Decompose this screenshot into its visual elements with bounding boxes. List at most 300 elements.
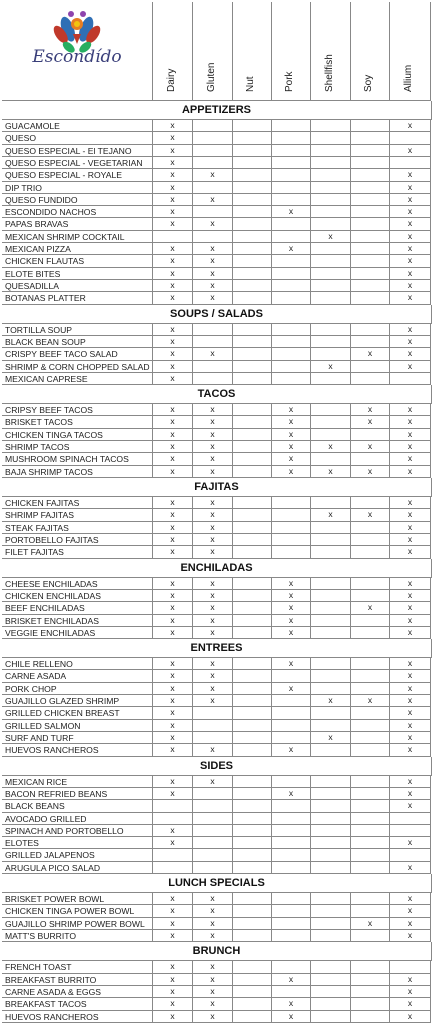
allergen-header-soy: [351, 2, 390, 101]
allergen-cell: [272, 961, 311, 973]
allergen-mark: x: [390, 590, 431, 602]
menu-item-name: HUEVOS RANCHEROS: [2, 1011, 153, 1023]
allergen-cell: [351, 206, 390, 218]
allergen-mark: x: [193, 627, 233, 639]
menu-item-name: TORTILLA SOUP: [2, 324, 153, 336]
allergen-mark: x: [390, 218, 431, 230]
allergen-mark: x: [272, 683, 311, 695]
menu-item-name: HUEVOS RANCHEROS: [2, 744, 153, 756]
allergen-cell: [311, 132, 351, 144]
menu-item-name: CHICKEN FLAUTAS: [2, 255, 153, 267]
allergen-cell: [233, 218, 272, 230]
allergen-cell: [311, 292, 351, 304]
allergen-mark: x: [390, 453, 431, 465]
allergen-cell: [272, 231, 311, 243]
allergen-cell: [153, 862, 193, 874]
allergen-mark: x: [193, 602, 233, 614]
menu-item-name: QUESO: [2, 132, 153, 144]
allergen-mark: x: [153, 825, 193, 837]
allergen-mark: x: [153, 132, 193, 144]
allergen-cell: [233, 800, 272, 812]
allergen-cell: [311, 169, 351, 181]
allergen-mark: x: [193, 280, 233, 292]
allergen-cell: [233, 182, 272, 194]
allergen-cell: [351, 732, 390, 744]
allergen-cell: [351, 497, 390, 509]
allergen-cell: [311, 534, 351, 546]
allergen-mark: x: [272, 404, 311, 416]
allergen-cell: [390, 132, 431, 144]
allergen-cell: [351, 120, 390, 132]
allergen-cell: [233, 615, 272, 627]
allergen-cell: [233, 776, 272, 788]
allergen-header-pork: [272, 2, 311, 101]
allergen-cell: [311, 918, 351, 930]
allergen-mark: x: [153, 602, 193, 614]
allergen-mark: x: [390, 578, 431, 590]
menu-item-name: BREAKFAST BURRITO: [2, 974, 153, 986]
allergen-cell: [272, 695, 311, 707]
allergen-cell: [351, 578, 390, 590]
allergen-mark: x: [351, 416, 390, 428]
allergen-cell: [272, 169, 311, 181]
allergen-mark: x: [390, 497, 431, 509]
allergen-mark: x: [153, 695, 193, 707]
allergen-mark: x: [193, 590, 233, 602]
allergen-mark: x: [390, 169, 431, 181]
allergen-cell: [272, 280, 311, 292]
menu-item-name: CRISPY BEEF TACO SALAD: [2, 348, 153, 360]
menu-item-name: ARUGULA PICO SALAD: [2, 862, 153, 874]
allergen-mark: x: [351, 404, 390, 416]
allergen-mark: x: [390, 732, 431, 744]
allergen-mark: x: [193, 615, 233, 627]
allergen-mark: x: [390, 361, 431, 373]
allergen-cell: [311, 998, 351, 1010]
allergen-mark: x: [153, 930, 193, 942]
allergen-cell: [233, 132, 272, 144]
allergen-mark: x: [193, 466, 233, 478]
menu-item-name: PORK CHOP: [2, 683, 153, 695]
allergen-cell: [272, 986, 311, 998]
allergen-mark: x: [272, 602, 311, 614]
allergen-mark: x: [193, 404, 233, 416]
allergen-cell: [311, 145, 351, 157]
allergen-mark: x: [193, 522, 233, 534]
allergen-mark: x: [390, 602, 431, 614]
section-header-tacos: TACOS: [2, 385, 432, 404]
allergen-mark: x: [193, 974, 233, 986]
allergen-mark: x: [193, 292, 233, 304]
allergen-cell: [390, 813, 431, 825]
menu-item-name: BAJA SHRIMP TACOS: [2, 466, 153, 478]
allergen-cell: [351, 849, 390, 861]
allergen-mark: x: [390, 905, 431, 917]
allergen-cell: [311, 1011, 351, 1023]
allergen-cell: [193, 361, 233, 373]
allergen-cell: [351, 930, 390, 942]
allergen-cell: [193, 707, 233, 719]
allergen-mark: x: [153, 268, 193, 280]
allergen-cell: [193, 157, 233, 169]
allergen-cell: [233, 998, 272, 1010]
menu-item-name: CHICKEN TINGA POWER BOWL: [2, 905, 153, 917]
allergen-mark: x: [390, 837, 431, 849]
allergen-cell: [272, 918, 311, 930]
allergen-mark: x: [193, 986, 233, 998]
allergen-cell: [272, 132, 311, 144]
allergen-cell: [233, 707, 272, 719]
allergen-mark: x: [153, 336, 193, 348]
allergen-cell: [233, 961, 272, 973]
allergen-cell: [351, 336, 390, 348]
allergen-cell: [351, 255, 390, 267]
allergen-cell: [311, 670, 351, 682]
allergen-cell: [311, 194, 351, 206]
allergen-cell: [193, 732, 233, 744]
allergen-cell: [272, 905, 311, 917]
menu-item-name: MEXICAN PIZZA: [2, 243, 153, 255]
allergen-mark: x: [390, 243, 431, 255]
allergen-mark: x: [311, 732, 351, 744]
allergen-mark: x: [153, 120, 193, 132]
allergen-cell: [311, 905, 351, 917]
allergen-mark: x: [272, 998, 311, 1010]
allergen-mark: x: [193, 218, 233, 230]
allergen-mark: x: [153, 194, 193, 206]
allergen-cell: [233, 292, 272, 304]
allergen-mark: x: [153, 416, 193, 428]
allergen-cell: [351, 373, 390, 385]
allergen-cell: [272, 336, 311, 348]
allergen-mark: x: [390, 918, 431, 930]
allergen-mark: x: [193, 255, 233, 267]
allergen-mark: x: [153, 429, 193, 441]
allergen-mark: x: [390, 194, 431, 206]
allergen-cell: [311, 120, 351, 132]
allergen-header-allium: [390, 2, 431, 101]
allergen-cell: [272, 893, 311, 905]
allergen-cell: [351, 670, 390, 682]
allergen-cell: [272, 157, 311, 169]
allergen-cell: [233, 453, 272, 465]
allergen-cell: [233, 720, 272, 732]
allergen-cell: [233, 466, 272, 478]
allergen-cell: [272, 292, 311, 304]
allergen-cell: [233, 788, 272, 800]
allergen-cell: [153, 813, 193, 825]
allergen-mark: x: [153, 348, 193, 360]
allergen-mark: x: [153, 670, 193, 682]
allergen-cell: [272, 522, 311, 534]
menu-item-name: ESCONDIDO NACHOS: [2, 206, 153, 218]
allergen-cell: [233, 974, 272, 986]
allergen-mark: x: [153, 578, 193, 590]
allergen-cell: [351, 590, 390, 602]
allergen-mark: x: [153, 324, 193, 336]
allergen-mark: x: [153, 206, 193, 218]
allergen-mark: x: [193, 776, 233, 788]
allergen-mark: x: [153, 918, 193, 930]
menu-item-name: SHRIMP & CORN CHOPPED SALAD: [2, 361, 153, 373]
allergen-cell: [233, 231, 272, 243]
menu-item-name: BACON REFRIED BEANS: [2, 788, 153, 800]
allergen-cell: [351, 268, 390, 280]
menu-item-name: ELOTE BITES: [2, 268, 153, 280]
allergen-mark: x: [390, 336, 431, 348]
allergen-mark: x: [153, 373, 193, 385]
allergen-cell: [272, 194, 311, 206]
menu-item-name: SHRIMP TACOS: [2, 441, 153, 453]
allergen-cell: [193, 813, 233, 825]
allergen-mark: x: [390, 986, 431, 998]
allergen-label: Shellfish: [323, 54, 335, 92]
menu-item-name: VEGGIE ENCHILADAS: [2, 627, 153, 639]
allergen-mark: x: [193, 441, 233, 453]
allergen-cell: [272, 348, 311, 360]
allergen-mark: x: [193, 534, 233, 546]
allergen-mark: x: [272, 615, 311, 627]
allergen-mark: x: [153, 788, 193, 800]
menu-item-name: BRISKET TACOS: [2, 416, 153, 428]
allergen-cell: [311, 522, 351, 534]
allergen-mark: x: [153, 509, 193, 521]
allergen-cell: [351, 825, 390, 837]
allergen-mark: x: [390, 615, 431, 627]
menu-item-name: GUAJILLO SHRIMP POWER BOWL: [2, 918, 153, 930]
allergen-mark: x: [193, 497, 233, 509]
allergen-mark: x: [193, 416, 233, 428]
allergen-mark: x: [390, 546, 431, 558]
allergen-mark: x: [153, 255, 193, 267]
allergen-cell: [311, 336, 351, 348]
allergen-cell: [233, 670, 272, 682]
allergen-mark: x: [193, 905, 233, 917]
allergen-mark: x: [272, 627, 311, 639]
allergen-cell: [351, 905, 390, 917]
allergen-cell: [233, 509, 272, 521]
allergen-mark: x: [193, 918, 233, 930]
allergen-mark: x: [153, 615, 193, 627]
allergen-mark: x: [272, 590, 311, 602]
allergen-mark: x: [351, 441, 390, 453]
allergen-mark: x: [351, 466, 390, 478]
allergen-cell: [233, 825, 272, 837]
allergen-cell: [311, 849, 351, 861]
allergen-cell: [311, 373, 351, 385]
allergen-cell: [193, 132, 233, 144]
menu-item-name: GUACAMOLE: [2, 120, 153, 132]
allergen-cell: [311, 546, 351, 558]
allergen-mark: x: [153, 627, 193, 639]
allergen-mark: x: [390, 509, 431, 521]
allergen-cell: [233, 348, 272, 360]
allergen-mark: x: [153, 218, 193, 230]
allergen-mark: x: [390, 1011, 431, 1023]
allergen-mark: x: [153, 169, 193, 181]
allergen-label: Soy: [363, 74, 374, 92]
allergen-mark: x: [311, 361, 351, 373]
menu-item-name: CRIPSY BEEF TACOS: [2, 404, 153, 416]
allergen-mark: x: [311, 466, 351, 478]
allergen-cell: [233, 658, 272, 670]
allergen-mark: x: [153, 905, 193, 917]
allergen-cell: [351, 862, 390, 874]
allergen-cell: [233, 578, 272, 590]
menu-item-name: MEXICAN RICE: [2, 776, 153, 788]
allergen-cell: [233, 404, 272, 416]
allergen-mark: x: [390, 862, 431, 874]
allergen-mark: x: [153, 961, 193, 973]
allergen-cell: [193, 206, 233, 218]
section-header-sides: SIDES: [2, 757, 432, 776]
allergen-mark: x: [153, 707, 193, 719]
allergen-label: Gluten: [205, 62, 217, 92]
menu-item-name: BEEF ENCHILADAS: [2, 602, 153, 614]
allergen-cell: [311, 813, 351, 825]
allergen-cell: [311, 658, 351, 670]
section-header-brunch: BRUNCH: [2, 942, 432, 961]
allergen-cell: [351, 813, 390, 825]
allergen-cell: [351, 292, 390, 304]
allergen-cell: [233, 268, 272, 280]
menu-item-name: PORTOBELLO FAJITAS: [2, 534, 153, 546]
allergen-mark: x: [272, 206, 311, 218]
allergen-cell: [311, 800, 351, 812]
allergen-cell: [233, 255, 272, 267]
menu-item-name: SURF AND TURF: [2, 732, 153, 744]
allergen-cell: [311, 453, 351, 465]
allergen-cell: [311, 182, 351, 194]
allergen-mark: x: [193, 670, 233, 682]
allergen-mark: x: [153, 157, 193, 169]
allergen-mark: x: [193, 509, 233, 521]
allergen-cell: [351, 800, 390, 812]
allergen-mark: x: [153, 732, 193, 744]
allergen-mark: x: [390, 683, 431, 695]
allergen-cell: [351, 231, 390, 243]
menu-item-name: QUESO ESPECIAL - El TEJANO: [2, 145, 153, 157]
allergen-mark: x: [390, 776, 431, 788]
allergen-mark: x: [153, 837, 193, 849]
allergen-cell: [311, 157, 351, 169]
allergen-cell: [233, 930, 272, 942]
allergen-cell: [351, 788, 390, 800]
allergen-mark: x: [193, 893, 233, 905]
allergen-cell: [233, 280, 272, 292]
allergen-mark: x: [351, 918, 390, 930]
allergen-mark: x: [193, 1011, 233, 1023]
allergen-mark: x: [153, 243, 193, 255]
allergen-cell: [351, 658, 390, 670]
section-header-entrees: ENTREES: [2, 639, 432, 658]
allergen-cell: [390, 849, 431, 861]
allergen-cell: [351, 998, 390, 1010]
section-header-enchiladas: ENCHILADAS: [2, 559, 432, 578]
allergen-mark: x: [390, 695, 431, 707]
allergen-cell: [272, 255, 311, 267]
allergen-mark: x: [272, 788, 311, 800]
menu-item-name: BRISKET POWER BOWL: [2, 893, 153, 905]
allergen-mark: x: [351, 602, 390, 614]
allergen-cell: [351, 429, 390, 441]
allergen-cell: [311, 324, 351, 336]
allergen-mark: x: [193, 194, 233, 206]
allergen-cell: [311, 416, 351, 428]
menu-item-name: CARNE ASADA & EGGS: [2, 986, 153, 998]
allergen-cell: [233, 732, 272, 744]
section-header-lunch-specials: LUNCH SPECIALS: [2, 874, 432, 893]
allergen-cell: [193, 231, 233, 243]
allergen-cell: [233, 336, 272, 348]
allergen-cell: [311, 862, 351, 874]
allergen-cell: [311, 837, 351, 849]
allergen-mark: x: [193, 658, 233, 670]
allergen-cell: [233, 695, 272, 707]
allergen-cell: [390, 373, 431, 385]
allergen-mark: x: [193, 998, 233, 1010]
menu-item-name: CHICKEN FAJITAS: [2, 497, 153, 509]
allergen-cell: [193, 120, 233, 132]
menu-item-name: GRILLED CHICKEN BREAST: [2, 707, 153, 719]
menu-item-name: BLACK BEAN SOUP: [2, 336, 153, 348]
allergen-cell: [193, 182, 233, 194]
allergen-cell: [233, 744, 272, 756]
allergen-cell: [233, 373, 272, 385]
allergen-label: Pork: [284, 71, 295, 92]
allergen-cell: [233, 145, 272, 157]
allergen-cell: [311, 243, 351, 255]
allergen-cell: [233, 324, 272, 336]
allergen-cell: [233, 546, 272, 558]
allergen-mark: x: [272, 658, 311, 670]
menu-item-name: MEXICAN CAPRESE: [2, 373, 153, 385]
allergen-mark: x: [390, 670, 431, 682]
menu-item-name: CHILE RELLENO: [2, 658, 153, 670]
allergen-cell: [193, 373, 233, 385]
allergen-cell: [233, 243, 272, 255]
allergen-cell: [272, 837, 311, 849]
allergen-mark: x: [272, 453, 311, 465]
allergen-cell: [153, 231, 193, 243]
menu-item-name: MATT'S BURRITO: [2, 930, 153, 942]
allergen-mark: x: [272, 578, 311, 590]
allergen-cell: [351, 893, 390, 905]
allergen-cell: [193, 800, 233, 812]
allergen-mark: x: [153, 974, 193, 986]
allergen-mark: x: [193, 695, 233, 707]
allergen-mark: x: [390, 416, 431, 428]
allergen-cell: [233, 497, 272, 509]
allergen-mark: x: [153, 683, 193, 695]
menu-item-name: BREAKFAST TACOS: [2, 998, 153, 1010]
allergen-cell: [390, 961, 431, 973]
allergen-mark: x: [351, 509, 390, 521]
allergen-cell: [351, 280, 390, 292]
allergen-cell: [351, 627, 390, 639]
allergen-mark: x: [390, 974, 431, 986]
allergen-cell: [351, 534, 390, 546]
allergen-mark: x: [153, 441, 193, 453]
allergen-mark: x: [272, 243, 311, 255]
allergen-mark: x: [193, 243, 233, 255]
allergen-cell: [193, 336, 233, 348]
allergen-cell: [193, 825, 233, 837]
allergen-cell: [233, 918, 272, 930]
allergen-mark: x: [193, 683, 233, 695]
allergen-cell: [233, 429, 272, 441]
allergen-mark: x: [153, 280, 193, 292]
